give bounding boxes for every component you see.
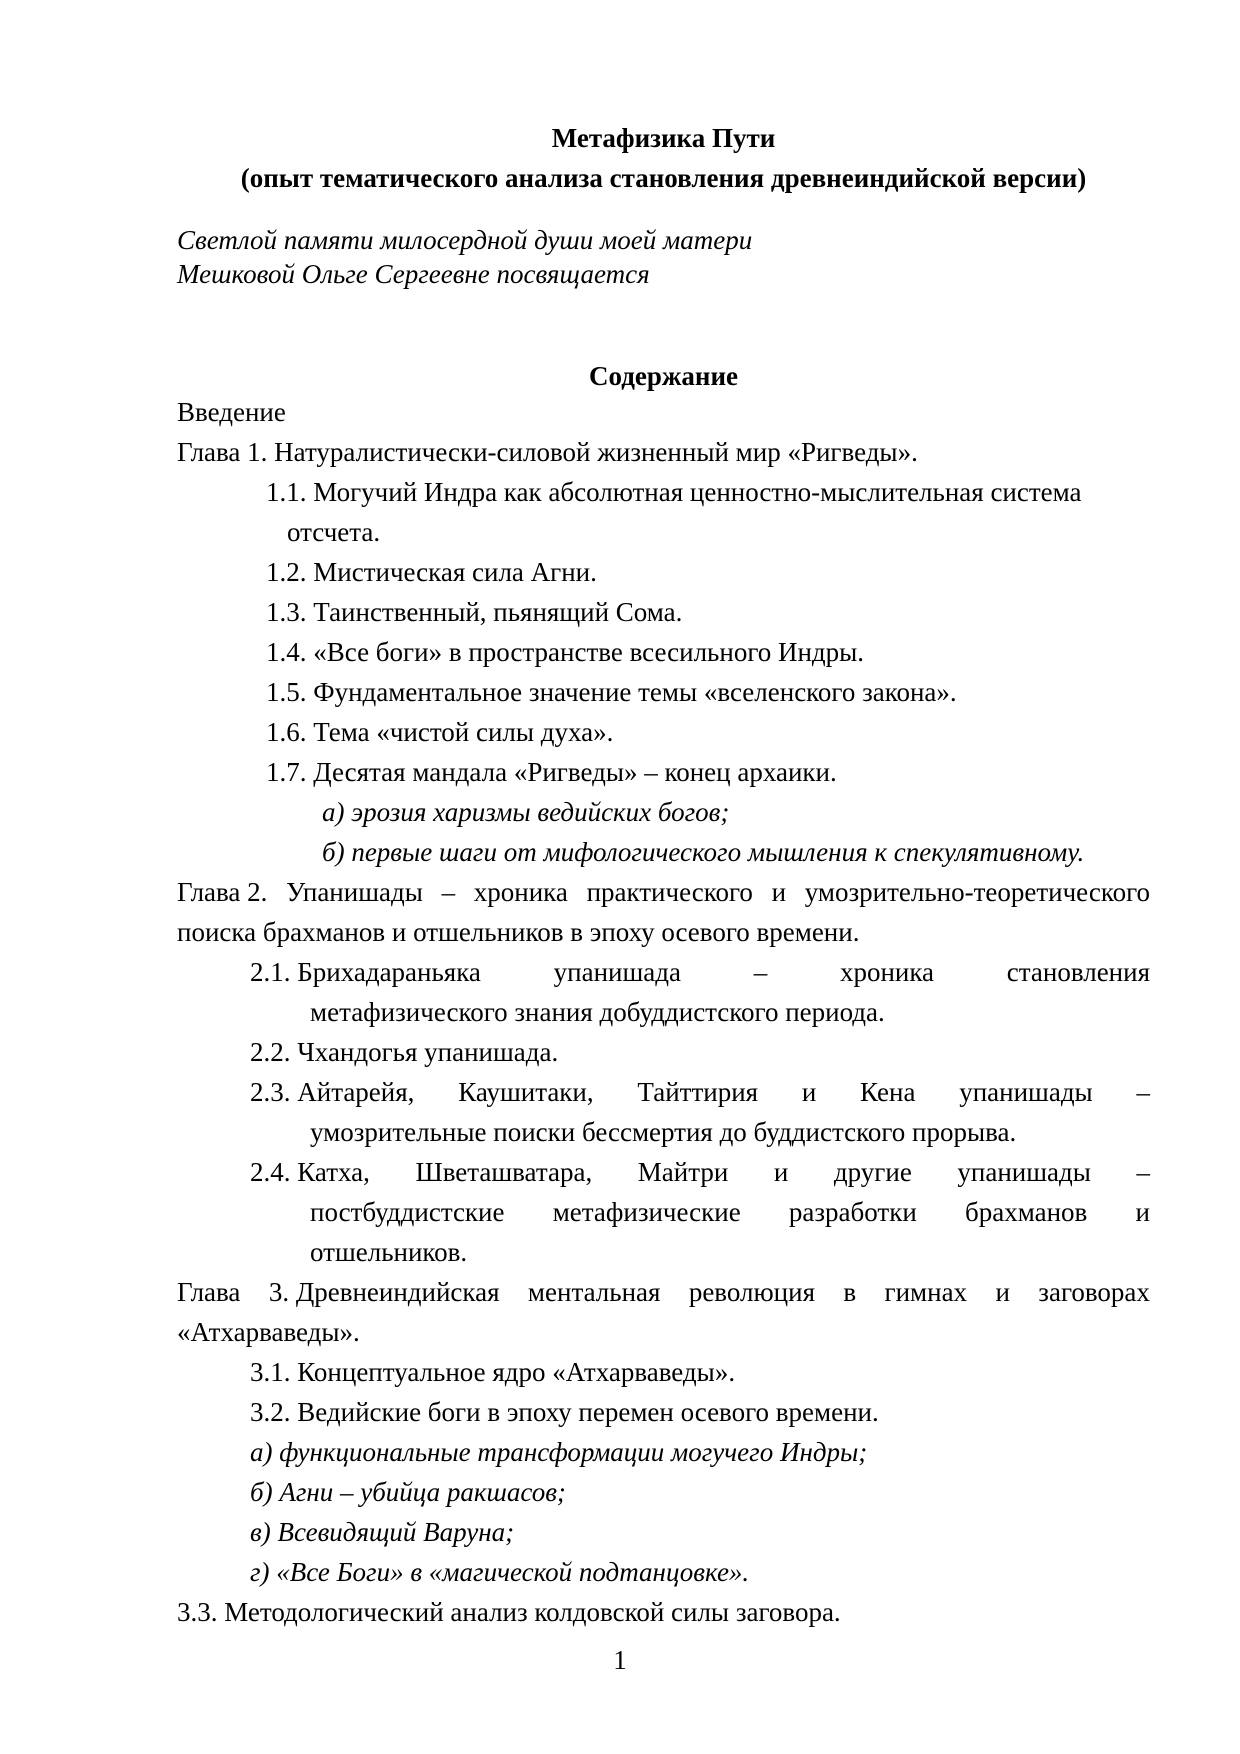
word: другие: [833, 1157, 912, 1187]
word: Глава 2.: [177, 877, 268, 907]
word: хроника: [839, 957, 935, 987]
toc-entry-intro: Введение: [177, 397, 286, 427]
word: Каушитаки,: [458, 1077, 594, 1107]
toc-entry: 1.4. «Все боги» в пространстве всесильного Индры.: [266, 637, 865, 667]
document-title: Метафизика Пути: [551, 123, 776, 153]
word: и: [771, 877, 787, 907]
toc-entry: 1.2. Мистическая сила Агни.: [266, 557, 597, 587]
word: упанишады: [959, 1077, 1093, 1107]
toc-entry: 1.3. Таинственный, пьянящий Сома.: [266, 597, 683, 627]
toc-entry: 3.2. Ведийские боги в эпоху перемен осевого времени.: [250, 1397, 879, 1427]
toc-entry-chapter-1: Глава 1. Натуралистически-силовой жизненный мир «Ригведы».: [177, 437, 918, 467]
word: Тайттирия: [637, 1077, 759, 1107]
toc-subentry: г) «Все Боги» в «магической подтанцовке».: [250, 1557, 750, 1587]
word: метафизические: [552, 1197, 741, 1227]
word: 3. Древнеиндийская: [268, 1277, 500, 1307]
word: революция: [688, 1277, 815, 1307]
toc-entry: [250, 1152, 1150, 1192]
toc-entry: поиска брахманов и отшельников в эпоху осевого времени.: [177, 917, 860, 947]
word: –: [753, 957, 768, 987]
word: 2.4. Катха,: [250, 1157, 370, 1187]
word: Шветашватара,: [415, 1157, 593, 1187]
word: ментальная: [527, 1277, 661, 1307]
toc-entry-chapter-3: [177, 1272, 1150, 1312]
toc-entry: 1.7. Десятая мандала «Ригведы» – конец архаики.: [266, 757, 837, 787]
toc-subentry: а) эрозия харизмы ведийских богов;: [322, 797, 730, 827]
toc-entry: 1.6. Тема «чистой силы духа».: [266, 717, 614, 747]
toc-subentry: б) Агни – убийца ракшасов;: [250, 1477, 566, 1507]
word: –: [1136, 1157, 1150, 1187]
word: в: [843, 1277, 857, 1307]
word: упанишады: [957, 1157, 1091, 1187]
toc-entry: [250, 1072, 1150, 1112]
toc-heading: Содержание: [588, 361, 739, 391]
toc-entry: отсчета.: [287, 517, 381, 547]
toc-subentry: в) Всевидящий Варуна;: [250, 1517, 515, 1547]
toc-entry: метафизического знания добуддистского периода.: [310, 997, 885, 1027]
word: практического: [586, 877, 753, 907]
word: брахманов: [965, 1197, 1088, 1227]
word: разработки: [788, 1197, 917, 1227]
toc-entry: «Атхарваведы».: [177, 1317, 360, 1347]
toc-subentry: б) первые шаги от мифологического мышления к спекулятивному.: [322, 837, 1085, 867]
word: –: [441, 877, 456, 907]
word: 2.3. Айтарейя,: [250, 1077, 415, 1107]
toc-entry: [250, 952, 1150, 992]
page-number: 1: [613, 1645, 627, 1675]
word: постбуддистские: [310, 1197, 505, 1227]
toc-subentry: а) функциональные трансформации могучего Индры;: [250, 1437, 868, 1467]
toc-entry: отшельников.: [310, 1237, 468, 1267]
toc-entry: 1.1. Могучий Индра как абсолютная ценностно-мыслительная система: [266, 477, 1082, 507]
word: умозрительно-теоретического: [804, 877, 1150, 907]
word: хроника: [473, 877, 568, 907]
word: упанишада: [553, 957, 681, 987]
toc-entry: 2.2. Чхандогья упанишада.: [250, 1037, 559, 1067]
dedication-line: Светлой памяти милосердной души моей матери: [177, 225, 753, 255]
word: гимнах: [884, 1277, 968, 1307]
toc-entry: умозрительные поиски бессмертия до буддистского прорыва.: [310, 1117, 1017, 1147]
word: Упанишады: [286, 877, 423, 907]
toc-entry: 3.1. Концептуальное ядро «Атхарваведы».: [250, 1357, 736, 1387]
toc-entry: [310, 1192, 1150, 1232]
toc-entry: 1.5. Фундаментальное значение темы «вселенского закона».: [266, 677, 957, 707]
word: и: [1135, 1197, 1150, 1227]
word: 2.1. Брихадараньяка: [250, 957, 481, 987]
document-subtitle: (опыт тематического анализа становления древнеиндийской версии): [240, 163, 1087, 193]
word: Кена: [860, 1077, 916, 1107]
toc-entry: 3.3. Методологический анализ колдовской силы заговора.: [177, 1597, 841, 1627]
word: становления: [1006, 957, 1150, 987]
word: и: [995, 1277, 1010, 1307]
word: Майтри: [637, 1157, 729, 1187]
word: –: [1136, 1077, 1150, 1107]
dedication-line: Мешковой Ольге Сергеевне посвящается: [177, 259, 650, 289]
word: и: [801, 1077, 817, 1107]
word: заговорах: [1038, 1277, 1150, 1307]
toc-entry-chapter-2: [177, 872, 1150, 912]
word: и: [773, 1157, 789, 1187]
word: Глава: [177, 1277, 241, 1307]
